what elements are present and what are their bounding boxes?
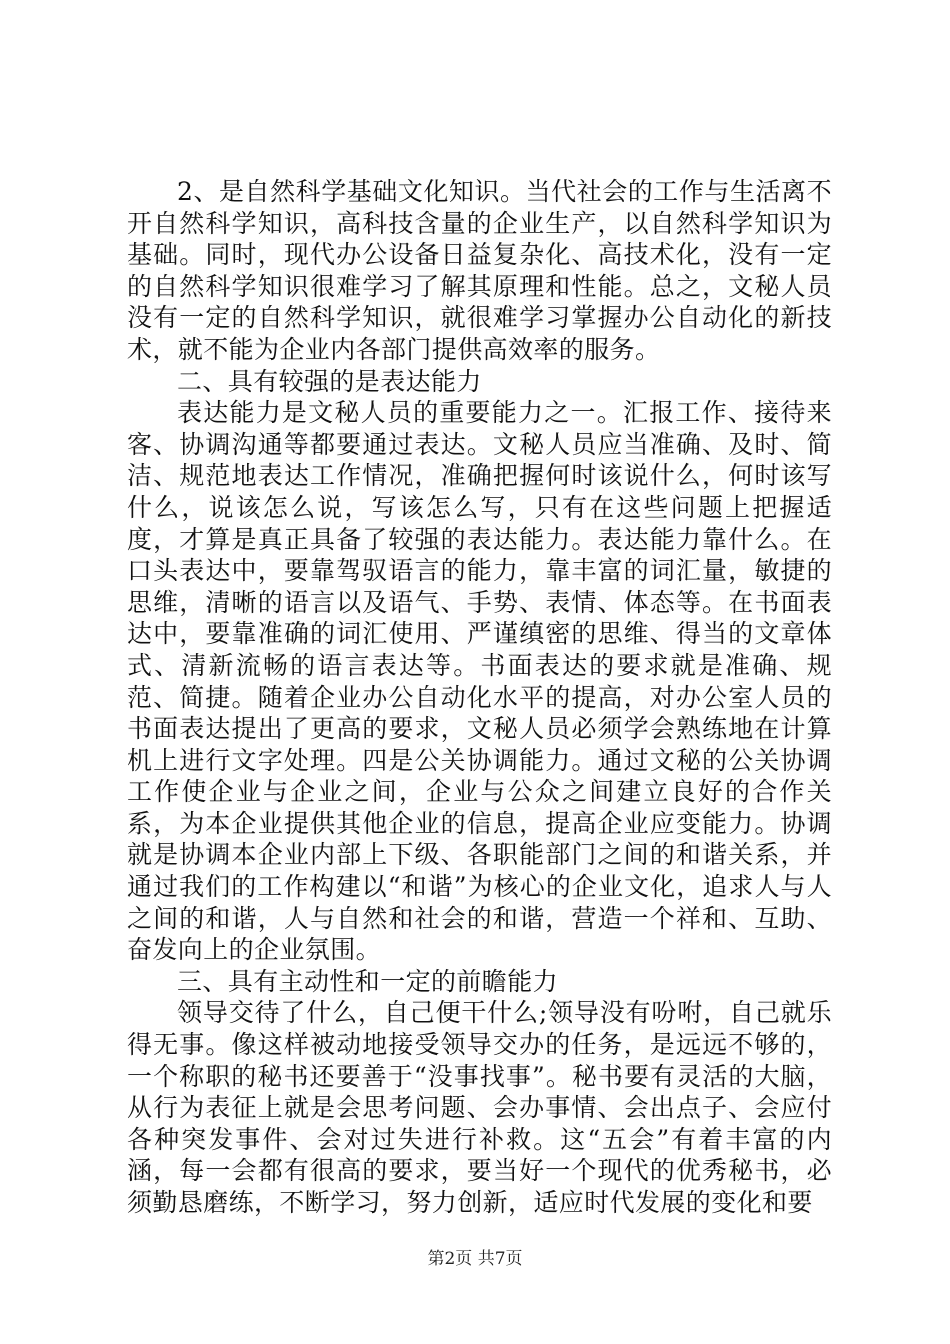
- document-body: [127, 176, 832, 1219]
- paragraph-initiative: 领导交待了什么，自己便干什么;领导没有吩咐，自己就乐得无事。像这样被动地接受领导交办的任务，是远远不够的，一个称职的秘书还要善于“没事找事”。秘书要有灵活的大脑，从行为表征上就是会思考问题、会办事情、会出点子、会应付各种突发事件、会对过失进行补救。这“五会”有着丰富的内涵，每一会都有很高的要求，要当好一个现代的优秀秘书，必须勤恳磨练，不断学习，努力创新，适应时代发展的变化和要: [127, 998, 832, 1217]
- paragraph-expression-ability: 表达能力是文秘人员的重要能力之一。汇报工作、接待来客、协调沟通等都要通过表达。文秘人员应当准确、及时、简洁、规范地表达工作情况，准确把握何时该说什么，何时该写什么，说该怎么说，写该怎么写，只有在这些问题上把握适度，才算是真正具备了较强的表达能力。表达能力靠什么。在口头表达中，要靠驾驭语言的能力，靠丰富的词汇量，敏捷的思维，清晰的语言以及语气、手势、表情、体态等。在书面表达中，要靠准确的词汇使用、严谨缜密的思维、得当的文章体式、清新流畅的语言表达等。书面表达的要求就是准确、规范、简捷。随着企业办公自动化水平的提高，对办公室人员的书面表达提出了更高的要求，文秘人员必须学会熟练地在计算机上进行文字处理。四是公关协调能力。通过文秘的公关协调工作使企业与企业之间，企业与公众之间建立良好的合作关系，为本企业提供其他企业的信息，提高企业应变能力。协调就是协调本企业内部上下级、各职能部门之间的和谐关系，并通过我们的工作构建以“和谐”为核心的企业文化，追求人与人之间的和谐，人与自然和社会的和谐，营造一个祥和、互助、奋发向上的企业氛围。: [127, 398, 832, 965]
- section-heading-expression-ability: 二、具有较强的是表达能力: [177, 366, 482, 396]
- section-heading-initiative: 三、具有主动性和一定的前瞻能力: [177, 966, 559, 996]
- page-number-footer: 第2页 共7页: [427, 1249, 523, 1269]
- paragraph-natural-science: 2、是自然科学基础文化知识。当代社会的工作与生活离不开自然科学知识，高科技含量的企业生产，以自然科学知识为基础。同时，现代办公设备日益复杂化、高技术化，没有一定的自然科学知识很难学习了解其原理和性能。总之，文秘人员没有一定的自然科学知识，就很难学习掌握办公自动化的新技术，就不能为企业内各部门提供高效率的服务。: [127, 177, 832, 364]
